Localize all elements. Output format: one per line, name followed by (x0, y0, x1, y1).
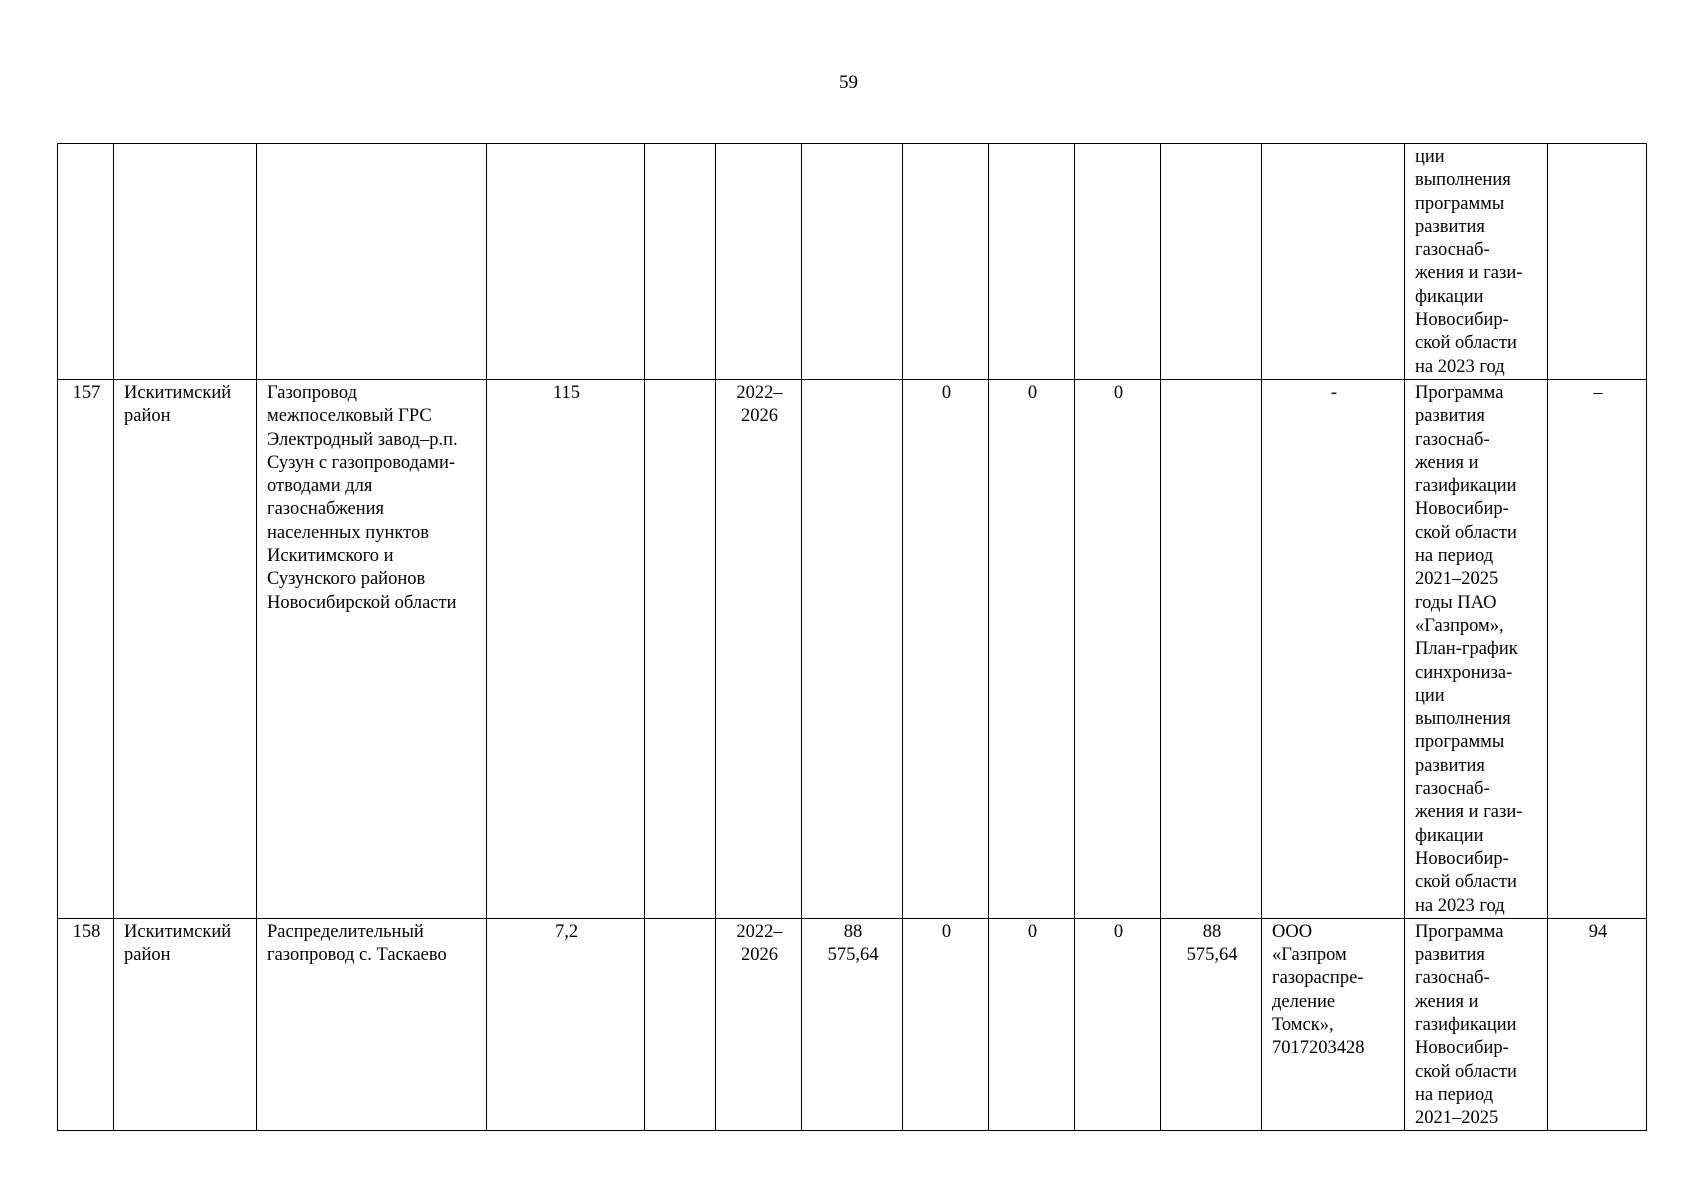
cell-years (716, 144, 802, 380)
cell-length: 7,2 (487, 918, 645, 1131)
cell-col10: 0 (1075, 918, 1161, 1131)
cell-basis: Программа развития газоснаб- жения и газификации Новосибир- ской области на период 2021–2025 (1405, 918, 1548, 1131)
table-row (58, 144, 1647, 380)
cell-col8 (903, 144, 989, 380)
cell-district: Искитимский район (114, 379, 257, 918)
cell-executor: - (1262, 379, 1405, 918)
cell-col9 (989, 144, 1075, 380)
cell-years: 2022– 2026 (716, 379, 802, 918)
cell-col11 (1161, 144, 1262, 380)
cell-total (802, 379, 903, 918)
cell-col5 (645, 918, 716, 1131)
cell-number (58, 144, 114, 380)
cell-col9: 0 (989, 379, 1075, 918)
cell-total (802, 144, 903, 380)
cell-col5 (645, 144, 716, 380)
cell-col5 (645, 379, 716, 918)
cell-col8: 0 (903, 379, 989, 918)
cell-object (257, 144, 487, 380)
cell-last: 94 (1548, 918, 1647, 1131)
cell-col8: 0 (903, 918, 989, 1131)
cell-last: – (1548, 379, 1647, 918)
cell-col11 (1161, 379, 1262, 918)
cell-executor (1262, 144, 1405, 380)
cell-basis: Программа развития газоснаб- жения и газификации Новосибир- ской области на период 2021–2025 годы ПАО «Газпром», План-график синхрониза- ции выполнения программы развития газоснаб- жения и гази- фикации Новосибир- ской области на 2023 год (1405, 379, 1548, 918)
cell-object: Распределительный газопровод с. Таскаево (257, 918, 487, 1131)
page-number: 59 (839, 72, 858, 93)
program-table (57, 143, 1647, 1131)
cell-total: 88 575,64 (802, 918, 903, 1131)
cell-district (114, 144, 257, 380)
cell-col9: 0 (989, 918, 1075, 1131)
cell-length (487, 144, 645, 380)
cell-col10 (1075, 144, 1161, 380)
cell-number: 157 (58, 379, 114, 918)
cell-last (1548, 144, 1647, 380)
table-row (58, 918, 1647, 1131)
cell-object: Газопровод межпоселковый ГРС Электродный завод–р.п. Сузун с газопроводами-отводами для газоснабжения населенных пунктов Искитимского и Сузунского районов Новосибирской области (257, 379, 487, 918)
cell-district: Искитимский район (114, 918, 257, 1131)
cell-length: 115 (487, 379, 645, 918)
cell-number: 158 (58, 918, 114, 1131)
cell-col10: 0 (1075, 379, 1161, 918)
cell-col11: 88 575,64 (1161, 918, 1262, 1131)
cell-years: 2022– 2026 (716, 918, 802, 1131)
table-row (58, 379, 1647, 918)
cell-executor: ООО «Газпром газораспре- деление Томск», 7017203428 (1262, 918, 1405, 1131)
cell-basis: ции выполнения программы развития газоснаб- жения и гази- фикации Новосибир- ской области на 2023 год (1405, 144, 1548, 380)
